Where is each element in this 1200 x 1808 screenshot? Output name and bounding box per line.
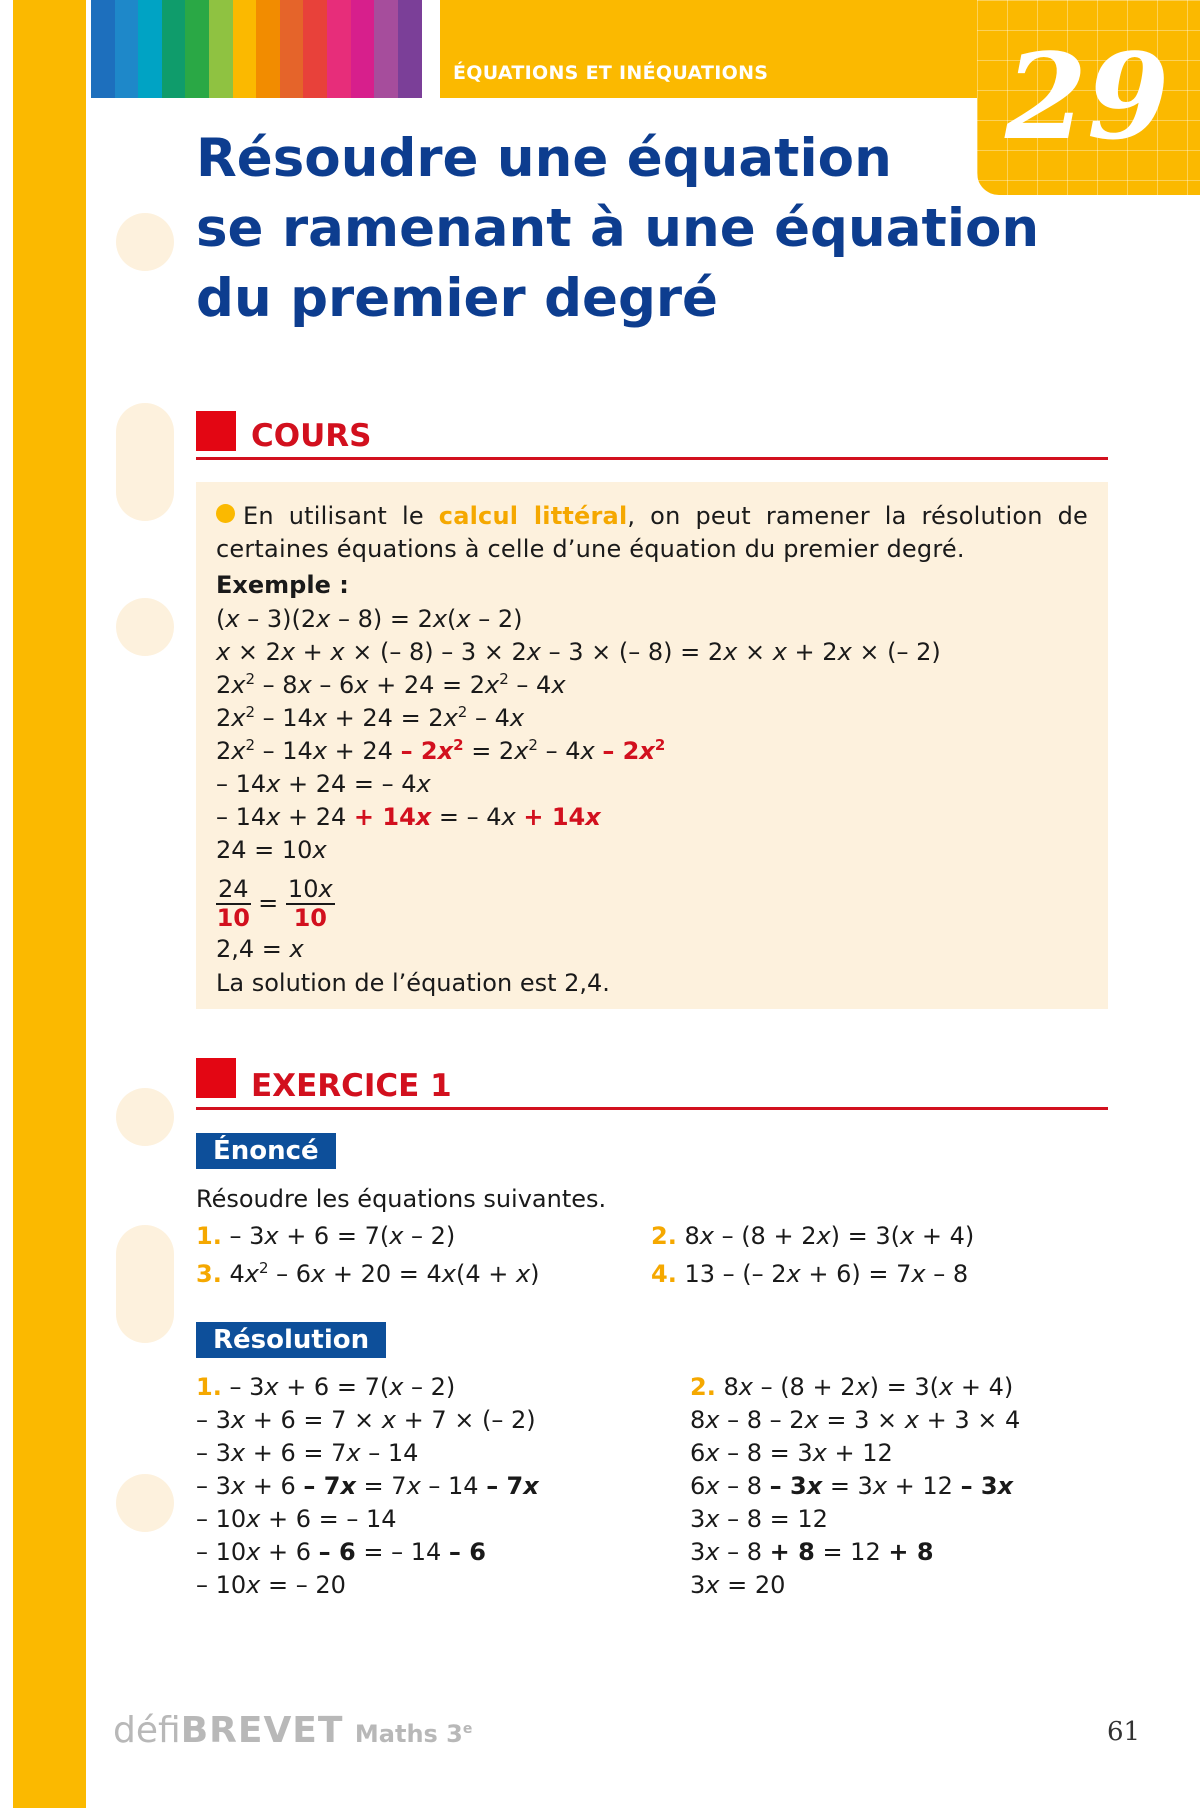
math-line: – 10x = – 20 — [196, 1571, 346, 1599]
math-line: – 14x + 24 = – 4x — [216, 770, 431, 798]
math-line: $2x^2 - 8x - 6x + 24 = 2x^2 - 4x$ — [216, 670, 566, 699]
color-stripe — [233, 0, 257, 98]
enonce-label: Énoncé — [196, 1133, 336, 1169]
section-divider — [196, 1107, 1108, 1110]
title-line: du premier degré — [196, 268, 718, 329]
math-line: 1. – 3x + 6 = 7(x – 2) — [196, 1373, 456, 1401]
section-marker — [196, 1058, 236, 1098]
binder-hole — [116, 598, 174, 656]
math-line: 3x – 8 = 12 — [690, 1505, 828, 1533]
color-stripe — [374, 0, 398, 98]
title-line: se ramenant à une équation — [196, 198, 1040, 259]
section-title-exercice: EXERCICE 1 — [251, 1068, 452, 1104]
color-stripe — [162, 0, 186, 98]
fraction-line: $\frac{24}{10}$ = $\frac{10x}{10}$ — [216, 875, 333, 932]
binder-hole — [116, 1474, 174, 1532]
math-line: – 3x + 6 – 7x = 7x – 14 – 7x — [196, 1472, 539, 1500]
math-line: – 10x + 6 – 6 = – 14 – 6 — [196, 1538, 486, 1566]
math-line: – 10x + 6 = – 14 — [196, 1505, 397, 1533]
binder-hole — [116, 213, 174, 271]
math-line: $2x^2 - 14x + 24 - 2x^2 = 2x^2 - 4x - 2x^2$ — [216, 736, 666, 765]
color-stripe — [256, 0, 280, 98]
math-line: – 3x + 6 = 7x – 14 — [196, 1439, 419, 1467]
example-label: Exemple : — [216, 571, 349, 599]
math-line: 6x – 8 – 3x = 3x + 12 – 3x — [690, 1472, 1014, 1500]
resolution-label: Résolution — [196, 1322, 386, 1358]
resolution-1 — [196, 1371, 539, 1602]
bullet-icon — [216, 504, 235, 523]
math-line: 2,4 = x — [216, 935, 304, 963]
question-3: 3. $4x^2 - 6x + 20 = 4x(4 + x)$ — [196, 1259, 540, 1288]
binder-hole — [116, 1088, 174, 1146]
math-line: 6x – 8 = 3x + 12 — [690, 1439, 893, 1467]
math-line: – 3x + 6 = 7 × x + 7 × (– 2) — [196, 1406, 536, 1434]
left-accent-bar — [13, 0, 86, 1808]
math-line: 3x – 8 + 8 = 12 + 8 — [690, 1538, 934, 1566]
color-stripe — [327, 0, 351, 98]
binder-hole — [116, 403, 174, 521]
color-stripe — [138, 0, 162, 98]
chapter-number: 29 — [1005, 27, 1170, 166]
color-stripe — [280, 0, 304, 98]
binder-hole — [116, 1225, 174, 1343]
color-stripe — [351, 0, 375, 98]
color-stripe — [91, 0, 115, 98]
question-1: 1. – 3x + 6 = 7(x – 2) — [196, 1222, 456, 1250]
question-2: 2. 8x – (8 + 2x) = 3(x + 4) — [651, 1222, 975, 1250]
question-4: 4. 13 – (– 2x + 6) = 7x – 8 — [651, 1260, 969, 1288]
title-line: Résoudre une équation — [196, 128, 892, 189]
math-line: – 14x + 24 + 14x = – 4x + 14x — [216, 803, 601, 831]
cours-intro: En utilisant le calcul littéral, on peut ramener la résolution de certaines équations à celle d’une équation du premier degré. — [216, 502, 1088, 563]
keyword-highlight: calcul littéral — [438, 502, 628, 530]
page-number: 61 — [1107, 1717, 1141, 1747]
math-line: 24 = 10x — [216, 836, 327, 864]
exercise-instruction: Résoudre les équations suivantes. — [196, 1185, 607, 1213]
section-divider — [196, 457, 1108, 460]
conclusion: La solution de l’équation est 2,4. — [216, 969, 610, 997]
section-title-cours: COURS — [251, 418, 372, 454]
math-line: (x – 3)(2x – 8) = 2x(x – 2) — [216, 605, 523, 633]
math-line: x × 2x + x × (– 8) – 3 × 2x – 3 × (– 8) = 2x × x + 2x × (– 2) — [216, 638, 941, 666]
resolution-2 — [690, 1371, 1020, 1602]
color-stripe — [398, 0, 422, 98]
color-stripe — [303, 0, 327, 98]
section-marker — [196, 411, 236, 451]
math-line: 3x = 20 — [690, 1571, 786, 1599]
math-line: 8x – 8 – 2x = 3 × x + 3 × 4 — [690, 1406, 1021, 1434]
example-derivation — [216, 603, 941, 1000]
chapter-label: ÉQUATIONS ET INÉQUATIONS — [453, 62, 769, 84]
math-line: $2x^2 - 14x + 24 = 2x^2 - 4x$ — [216, 703, 525, 732]
color-stripe — [115, 0, 139, 98]
footer-brand-logo: défiBREVET Maths 3e — [113, 1710, 473, 1751]
page-title — [196, 124, 1039, 334]
math-line: 2. 8x – (8 + 2x) = 3(x + 4) — [690, 1373, 1014, 1401]
color-stripe — [185, 0, 209, 98]
color-stripe — [209, 0, 233, 98]
